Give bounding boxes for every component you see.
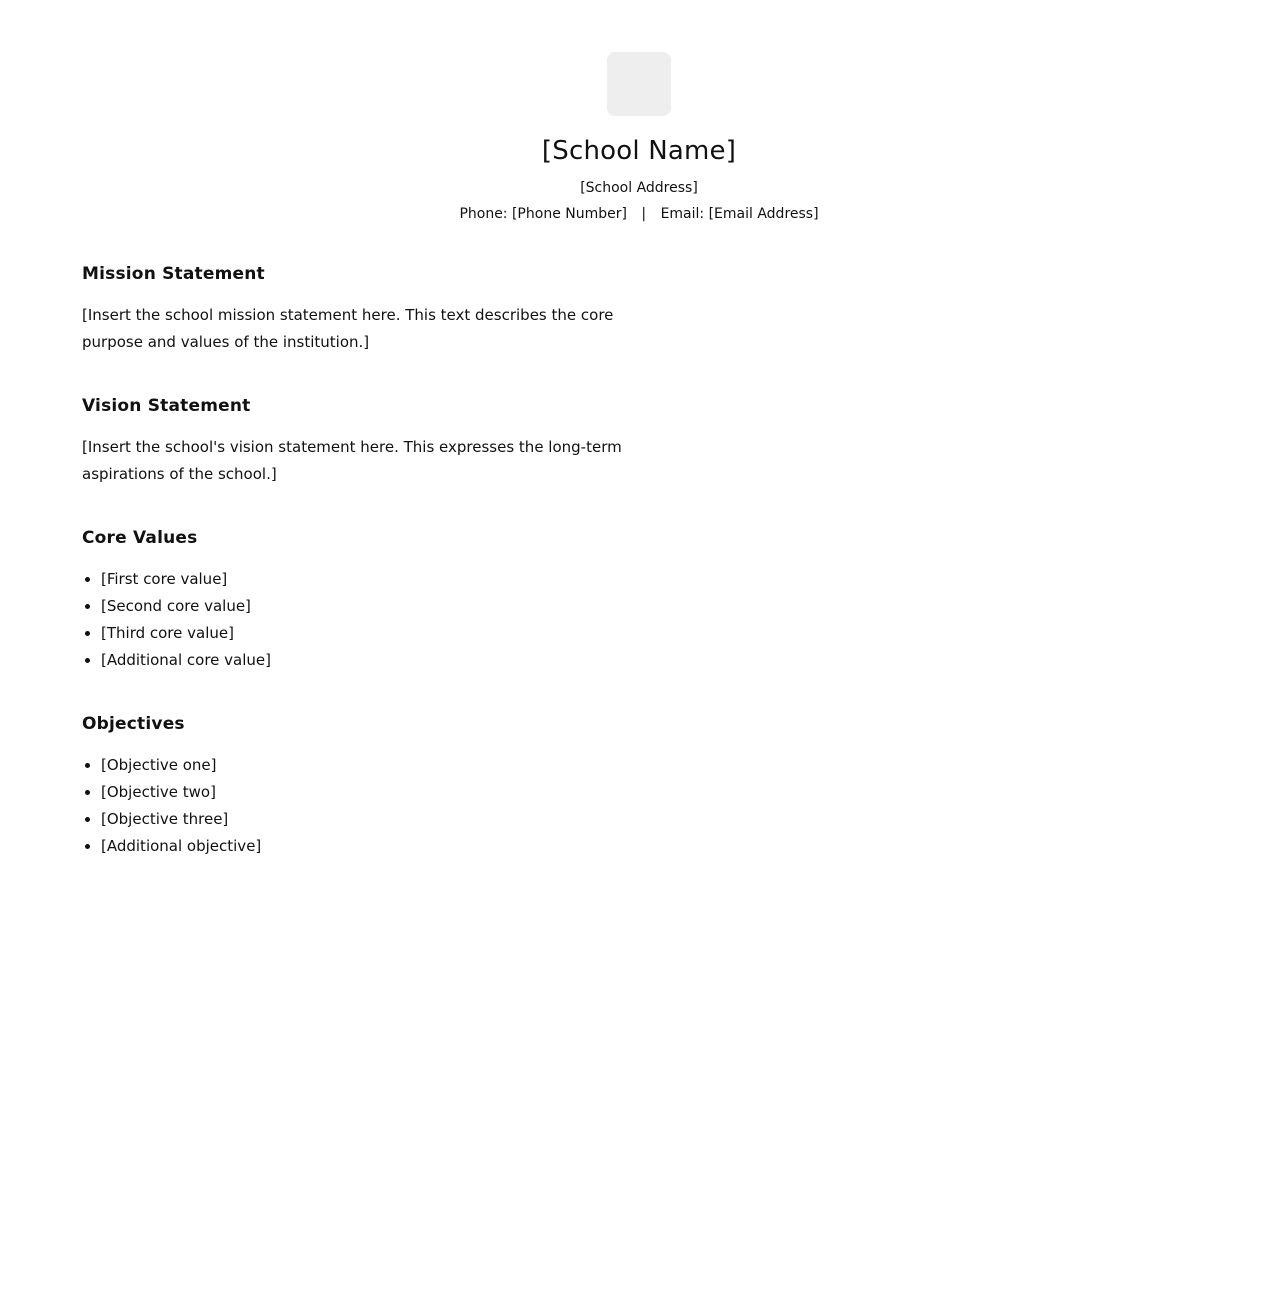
list-item: • [Objective three]	[101, 806, 682, 833]
contact-separator: |	[641, 206, 647, 222]
school-name: [School Name]	[541, 136, 737, 166]
objectives-list	[82, 752, 682, 860]
school-logo-placeholder-icon	[607, 52, 671, 116]
list-item: • [Objective two]	[101, 779, 682, 806]
core-values-section	[82, 526, 682, 674]
mission-section	[82, 262, 682, 356]
objectives-heading: Objectives	[82, 714, 185, 734]
list-item: • [First core value]	[101, 566, 682, 593]
list-item: • [Additional core value]	[101, 647, 682, 674]
mission-text: [Insert the school mission statement here. This text describes the core purpose and values of the institution.]	[82, 306, 614, 351]
vision-text: [Insert the school's vision statement here. This expresses the long-term aspirations of the school.]	[82, 438, 622, 483]
phone-number: Phone: [Phone Number]	[459, 206, 627, 222]
email-address: Email: [Email Address]	[660, 206, 819, 222]
contact-line	[0, 204, 1278, 224]
mission-heading: Mission Statement	[82, 264, 265, 284]
vision-heading: Vision Statement	[82, 396, 251, 416]
list-item: • [Additional objective]	[101, 833, 682, 860]
school-header	[0, 52, 1278, 224]
list-item: • [Objective one]	[101, 752, 682, 779]
core-values-heading: Core Values	[82, 528, 198, 548]
core-values-list	[82, 566, 682, 674]
school-address: [School Address]	[580, 180, 698, 196]
vision-section	[82, 394, 682, 488]
objectives-section	[82, 712, 682, 860]
document-content	[82, 262, 682, 898]
list-item: • [Third core value]	[101, 620, 682, 647]
list-item: • [Second core value]	[101, 593, 682, 620]
